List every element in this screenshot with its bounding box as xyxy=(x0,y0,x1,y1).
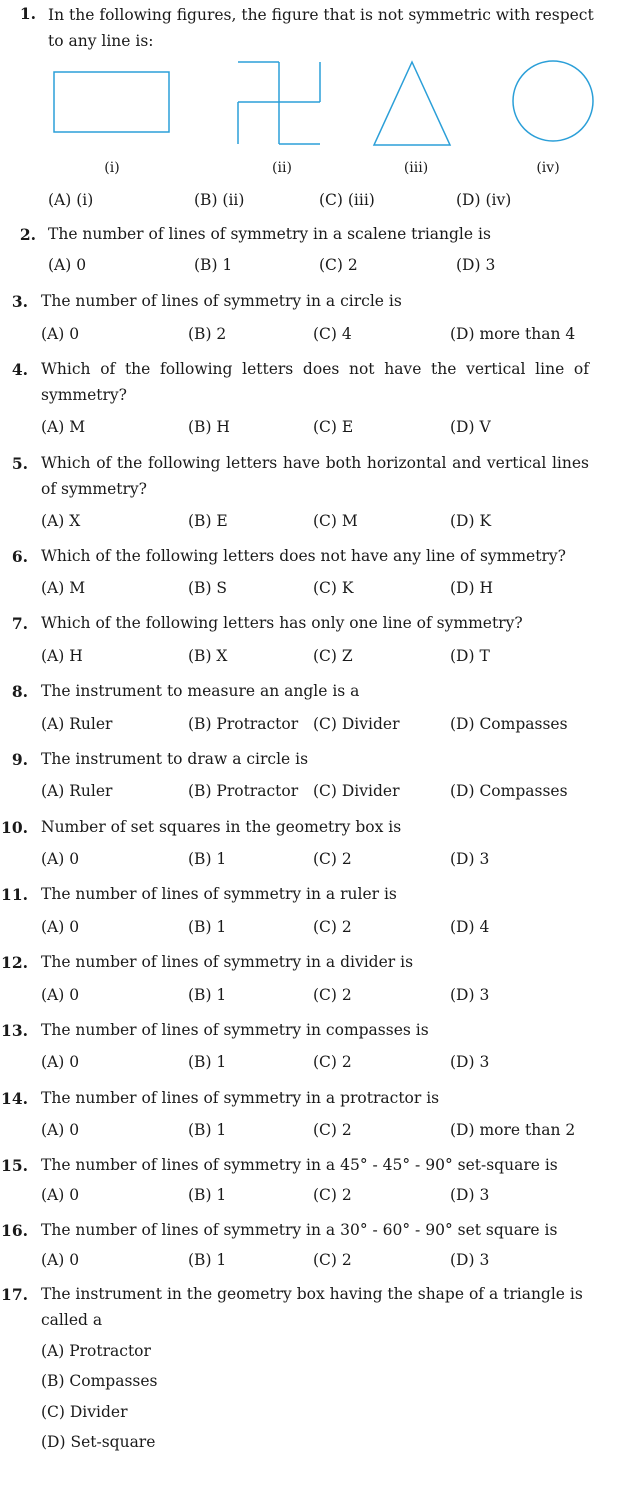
option-b: (B) 1 xyxy=(188,1053,227,1071)
option-c: (C) 2 xyxy=(313,1053,352,1071)
option-a: (A) 0 xyxy=(41,1251,80,1269)
question-text: The number of lines of symmetry in a 45° - 45° - 90° set-square is xyxy=(41,1156,558,1174)
option-c: (C) Divider xyxy=(313,715,400,733)
option-a: (A) 0 xyxy=(41,986,80,1004)
option-a: (A) 0 xyxy=(41,1053,80,1071)
option-a: (A) (i) xyxy=(48,191,94,209)
question-text: Which of the following letters have both horizontal and vertical lines of symmetry? xyxy=(41,454,589,498)
question-number: 6. xyxy=(11,547,28,566)
option-d: (D) more than 2 xyxy=(450,1121,576,1139)
option-d: (D) Compasses xyxy=(450,782,568,800)
option-d: (D) 3 xyxy=(450,850,490,868)
option-d: (D) K xyxy=(450,512,492,530)
option-b: (B) 1 xyxy=(188,918,227,936)
question-number: 7. xyxy=(11,614,28,633)
option-b: (B) 1 xyxy=(188,1186,227,1204)
option-c: (C) 2 xyxy=(313,1251,352,1269)
option-b: (B) H xyxy=(188,418,230,436)
option-d: (D) Set-square xyxy=(41,1433,156,1451)
option-a: (A) 0 xyxy=(48,256,87,274)
question-text: The number of lines of symmetry in a protractor is xyxy=(41,1089,440,1107)
option-c: (C) 2 xyxy=(319,256,358,274)
option-c: (C) (iii) xyxy=(319,191,375,209)
question-text: The instrument in the geometry box having the shape of a triangle is called a xyxy=(41,1285,583,1329)
question-number: 9. xyxy=(11,750,28,769)
option-b: (B) S xyxy=(188,579,228,597)
question-number: 2. xyxy=(19,225,36,244)
option-c: (C) 2 xyxy=(313,850,352,868)
option-a: (A) X xyxy=(41,512,81,530)
option-d: (D) Compasses xyxy=(450,715,568,733)
option-b: (B) Protractor xyxy=(188,782,299,800)
figure-triangle xyxy=(374,62,450,145)
option-d: (D) 3 xyxy=(456,256,496,274)
question-text: The number of lines of symmetry in compasses is xyxy=(41,1021,429,1039)
question-number: 5. xyxy=(11,454,28,473)
option-b: (B) 1 xyxy=(188,1251,227,1269)
option-a: (A) 0 xyxy=(41,325,80,343)
option-a: (A) Ruler xyxy=(41,782,113,800)
option-a: (A) 0 xyxy=(41,1121,80,1139)
figure-caption: (iii) xyxy=(403,160,429,176)
option-b: (B) Compasses xyxy=(41,1372,158,1390)
option-b: (B) 2 xyxy=(188,325,227,343)
option-b: (B) 1 xyxy=(188,1121,227,1139)
question-text: The number of lines of symmetry in a divider is xyxy=(41,953,414,971)
option-c: (C) 4 xyxy=(313,325,352,343)
option-a: (A) Ruler xyxy=(41,715,113,733)
option-c: (C) 2 xyxy=(313,1186,352,1204)
option-c: (C) Divider xyxy=(313,782,400,800)
option-b: (B) Protractor xyxy=(188,715,299,733)
option-b: (B) X xyxy=(188,647,228,665)
option-c: (C) E xyxy=(313,418,354,436)
option-b: (B) E xyxy=(188,512,228,530)
option-b: (B) (ii) xyxy=(194,191,245,209)
question-number: 8. xyxy=(11,682,28,701)
option-c: (C) Divider xyxy=(41,1403,128,1421)
figure-rectangle xyxy=(54,72,169,132)
question-text: The instrument to measure an angle is a xyxy=(41,682,360,700)
option-c: (C) 2 xyxy=(313,1121,352,1139)
question-text: The number of lines of symmetry in a scalene triangle is xyxy=(48,225,491,243)
question-text: The number of lines of symmetry in a ruler is xyxy=(41,885,397,903)
option-a: (A) 0 xyxy=(41,850,80,868)
figure-caption: (i) xyxy=(104,160,120,176)
question-number: 3. xyxy=(11,292,28,311)
question-text: Number of set squares in the geometry box is xyxy=(41,818,402,836)
option-c: (C) M xyxy=(313,512,358,530)
question-number: 11. xyxy=(1,885,28,904)
question-number: 12. xyxy=(1,953,28,972)
question-number: 10. xyxy=(1,818,28,837)
option-a: (A) 0 xyxy=(41,918,80,936)
option-c: (C) 2 xyxy=(313,918,352,936)
option-c: (C) Z xyxy=(313,647,353,665)
question-number: 13. xyxy=(1,1021,28,1040)
option-d: (D) 4 xyxy=(450,918,490,936)
figure-swastika-shape xyxy=(238,62,320,144)
question-text: The number of lines of symmetry in a circle is xyxy=(41,292,402,310)
option-d: (D) (iv) xyxy=(456,191,512,209)
option-a: (A) M xyxy=(41,418,86,436)
question-number: 1. xyxy=(19,4,36,23)
option-c: (C) K xyxy=(313,579,354,597)
option-a: (A) H xyxy=(41,647,83,665)
question-number: 14. xyxy=(1,1089,28,1108)
option-d: (D) 3 xyxy=(450,1251,490,1269)
option-d: (D) V xyxy=(450,418,491,436)
question-text: Which of the following letters has only one line of symmetry? xyxy=(41,614,523,632)
option-d: (D) more than 4 xyxy=(450,325,576,343)
option-d: (D) H xyxy=(450,579,493,597)
question-text: The number of lines of symmetry in a 30° - 60° - 90° set square is xyxy=(41,1221,558,1239)
question-text: In the following figures, the figure that is not symmetric with respect to any line is: xyxy=(48,6,594,50)
figure-caption: (iv) xyxy=(536,160,560,176)
option-d: (D) 3 xyxy=(450,1186,490,1204)
symmetry-figures xyxy=(0,0,619,160)
option-a: (A) M xyxy=(41,579,86,597)
option-c: (C) 2 xyxy=(313,986,352,1004)
option-b: (B) 1 xyxy=(194,256,233,274)
question-text: Which of the following letters does not have any line of symmetry? xyxy=(41,547,566,565)
question-number: 16. xyxy=(1,1221,28,1240)
option-a: (A) Protractor xyxy=(41,1342,151,1360)
figure-circle xyxy=(513,61,593,141)
option-d: (D) 3 xyxy=(450,986,490,1004)
option-b: (B) 1 xyxy=(188,850,227,868)
question-number: 15. xyxy=(1,1156,28,1175)
question-text: Which of the following letters does not have the vertical line of symmetry? xyxy=(41,360,589,404)
option-b: (B) 1 xyxy=(188,986,227,1004)
option-d: (D) T xyxy=(450,647,490,665)
question-number: 4. xyxy=(11,360,28,379)
option-d: (D) 3 xyxy=(450,1053,490,1071)
question-text: The instrument to draw a circle is xyxy=(41,750,309,768)
figure-caption: (ii) xyxy=(272,160,292,176)
question-number: 17. xyxy=(1,1285,28,1304)
option-a: (A) 0 xyxy=(41,1186,80,1204)
